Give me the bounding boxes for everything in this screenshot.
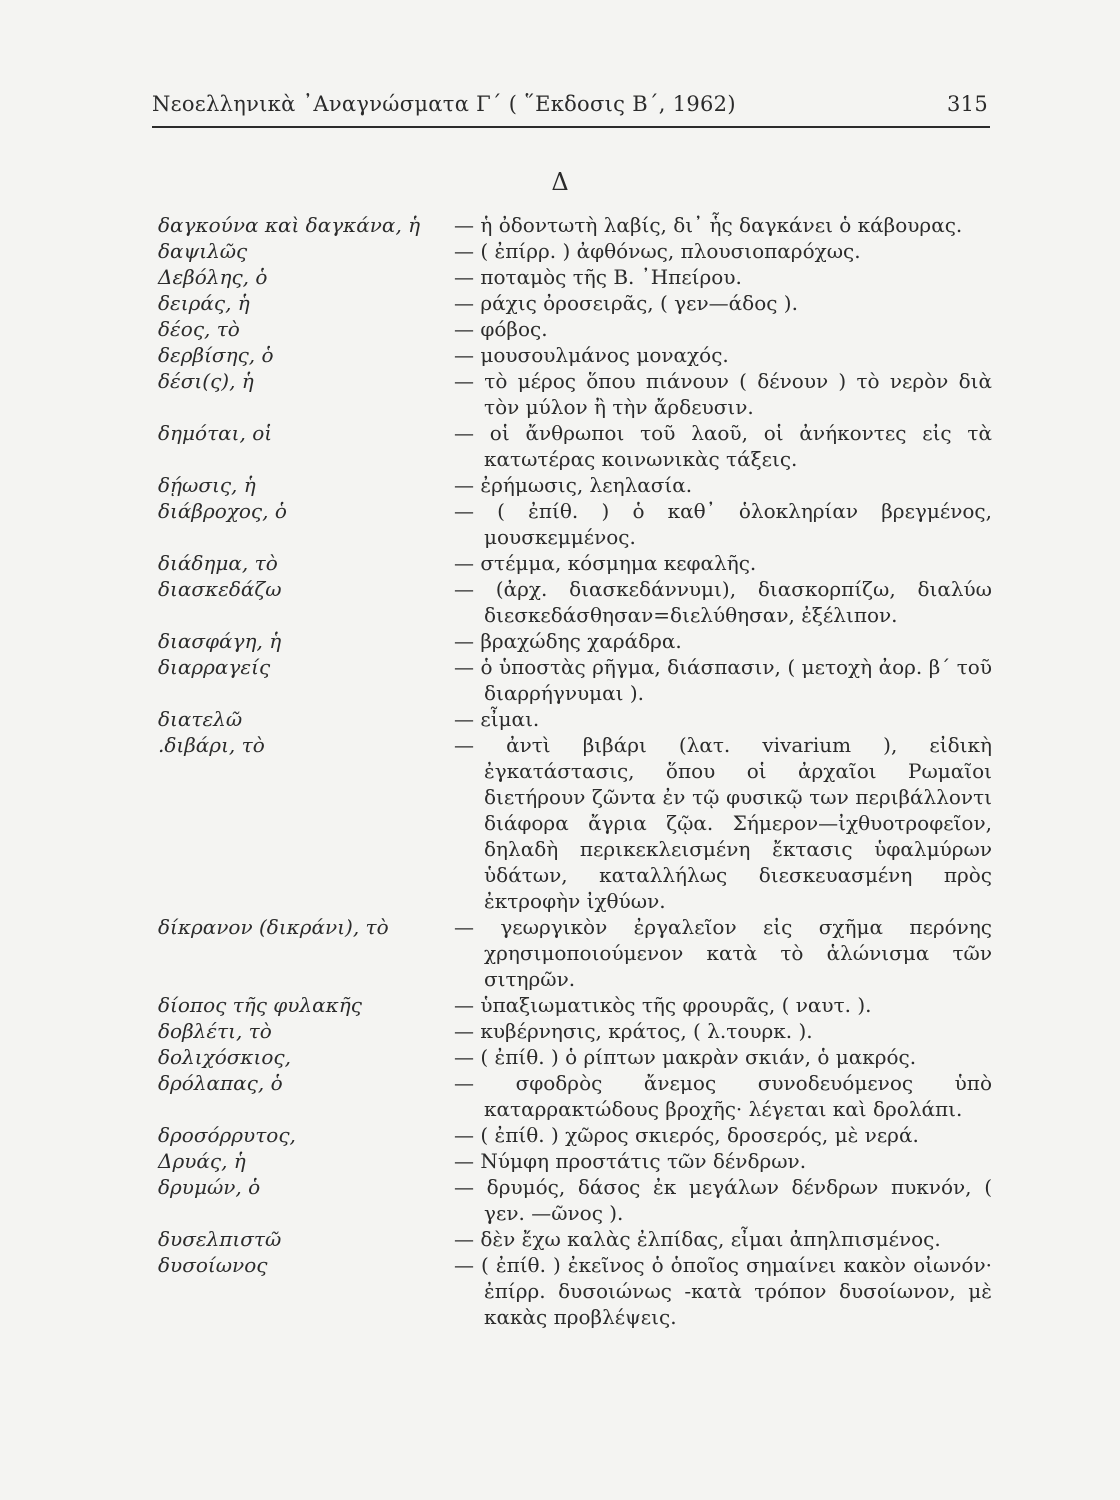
entry-headword: δρυμών, ὁ <box>158 1175 261 1199</box>
entry-definition: — ποταμὸς τῆς Β. ᾿Ηπείρου. <box>454 265 742 289</box>
entry-headword: δημόται, οἱ <box>158 421 273 445</box>
entry-headword: δρόλαπας, ὁ <box>158 1071 283 1095</box>
glossary-entry <box>152 238 992 264</box>
glossary-entry <box>152 264 992 290</box>
entry-definition: — σφοδρὸς ἄνεμος συνοδευόμενος ὑπὸ καταρρακτώδους βροχῆς· λέγεται καὶ δρολάπι. <box>454 1071 992 1121</box>
glossary-entry <box>152 550 992 576</box>
entry-headword: διασκεδάζω <box>158 577 282 601</box>
entry-definition: — εἶμαι. <box>454 707 540 731</box>
glossary-entry <box>152 342 992 368</box>
entry-definition: — βραχώδης χαράδρα. <box>454 629 682 653</box>
entry-definition: — ὑπαξιωματικὸς τῆς φρουρᾶς, ( ναυτ. ). <box>454 993 872 1017</box>
glossary-entry <box>152 732 992 914</box>
book-title: Νεοελληνικὰ ᾿Αναγνώσματα Γ΄ ( ῞Εκδοσις Β΄, 1962) <box>152 92 736 116</box>
glossary-entry <box>152 212 992 238</box>
glossary-entry <box>152 1122 992 1148</box>
entry-definition: — ὁ ὑποστὰς ρῆγμα, διάσπασιν, ( μετοχὴ ἀορ. β΄ τοῦ διαρρήγνυμαι ). <box>454 655 992 705</box>
entry-headword: διαρραγείς <box>158 655 271 679</box>
entry-definition: — ράχις ὀροσειρᾶς, ( γεν—άδος ). <box>454 291 798 315</box>
glossary-entry <box>152 576 992 628</box>
glossary-entry <box>152 420 992 472</box>
page-number: 315 <box>947 92 988 116</box>
entry-headword: δερβίσης, ὁ <box>158 343 274 367</box>
glossary-entry <box>152 1252 992 1330</box>
glossary-entry <box>152 1148 992 1174</box>
entry-definition: — ( ἐπίθ. ) ὁ ρίπτων μακρὰν σκιάν, ὁ μακρός. <box>454 1045 917 1069</box>
entry-definition: — φόβος. <box>454 317 548 341</box>
entry-definition: — τὸ μέρος ὅπου πιάνουν ( δένουν ) τὸ νερὸν διὰ τὸν μύλον ἢ τὴν ἄρδευσιν. <box>454 369 992 419</box>
entry-headword: διάβροχος, ὁ <box>158 499 287 523</box>
entry-headword: δίοπος τῆς φυλακῆς <box>158 993 362 1017</box>
entry-headword: δροσόρρυτος, <box>158 1123 296 1147</box>
entry-headword: διατελῶ <box>158 707 243 731</box>
glossary-entry <box>152 498 992 550</box>
entry-definition: — μουσουλμάνος μοναχός. <box>454 343 729 367</box>
page-header <box>152 92 990 124</box>
entry-definition: — δὲν ἔχω καλὰς ἐλπίδας, εἶμαι ἀπηλπισμένος. <box>454 1227 941 1251</box>
glossary-entry <box>152 992 992 1018</box>
entry-definition: — ( ἐπίρρ. ) ἀφθόνως, πλουσιοπαρόχως. <box>454 239 861 263</box>
glossary-entry <box>152 706 992 732</box>
entry-headword: δέσι(ς), ἡ <box>158 369 254 393</box>
glossary-entry <box>152 914 992 992</box>
glossary-entry <box>152 1070 992 1122</box>
entry-definition: — ἐρήμωσις, λεηλασία. <box>454 473 693 497</box>
entry-definition: — δρυμός, δάσος ἐκ μεγάλων δένδρων πυκνόν, ( γεν. —ῶνος ). <box>454 1175 992 1225</box>
entry-definition: — (ἀρχ. διασκεδάννυμι), διασκορπίζω, διαλύω διεσκεδάσθησαν=διελύθησαν, ἐξέλιπον. <box>454 577 992 627</box>
entry-headword: δυσελπιστῶ <box>158 1227 282 1251</box>
entry-definition: — ( ἐπίθ. ) ὁ καθ᾿ ὁλοκληρίαν βρεγμένος, μουσκεμμένος. <box>454 499 992 549</box>
entry-headword: διάδημα, τὸ <box>158 551 278 575</box>
entry-headword: Δρυάς, ἡ <box>158 1149 246 1173</box>
glossary-entry <box>152 1174 992 1226</box>
entry-definition: — γεωργικὸν ἐργαλεῖον εἰς σχῆμα περόνης χρησιμοποιούμενον κατὰ τὸ ἁλώνισμα τῶν σιτηρῶν. <box>454 915 992 991</box>
section-letter: Δ <box>551 168 569 196</box>
glossary-entry <box>152 1226 992 1252</box>
entry-headword: δέος, τὸ <box>158 317 240 341</box>
glossary-entry <box>152 1018 992 1044</box>
entry-headword: δῄωσις, ἡ <box>158 473 256 497</box>
glossary-entry <box>152 628 992 654</box>
entry-headword: διασφάγη, ἡ <box>158 629 282 653</box>
entry-definition: — στέμμα, κόσμημα κεφαλῆς. <box>454 551 757 575</box>
entry-headword: δειράς, ἡ <box>158 291 250 315</box>
entry-headword: δολιχόσκιος, <box>158 1045 291 1069</box>
glossary-entry <box>152 654 992 706</box>
glossary-entry <box>152 368 992 420</box>
entry-headword: δαψιλῶς <box>158 239 248 263</box>
entry-definition: — ( ἐπίθ. ) ἐκεῖνος ὁ ὁποῖος σημαίνει κακὸν οἰωνόν· ἐπίρρ. δυσοιώνως -κατὰ τρόπον δυσοίωνον, μὲ κακὰς προβλέψεις. <box>454 1253 992 1329</box>
entry-headword: δοβλέτι, τὸ <box>158 1019 272 1043</box>
entry-headword: δυσοίωνος <box>158 1253 268 1277</box>
header-rule <box>152 126 990 128</box>
entry-definition: — ἡ ὀδοντωτὴ λαβίς, δι᾿ ἧς δαγκάνει ὁ κάβουρας. <box>454 213 963 237</box>
glossary-entry <box>152 290 992 316</box>
entry-definition: — οἱ ἄνθρωποι τοῦ λαοῦ, οἱ ἀνήκοντες εἰς τὰ κατωτέρας κοινωνικὰς τάξεις. <box>454 421 992 471</box>
glossary-entry <box>152 316 992 342</box>
entry-definition: — ( ἐπίθ. ) χῶρος σκιερός, δροσερός, μὲ νερά. <box>454 1123 919 1147</box>
entry-headword: Δεβόλης, ὁ <box>158 265 268 289</box>
entry-headword: δαγκούνα καὶ δαγκάνα, ἡ <box>158 213 421 237</box>
glossary-entry <box>152 472 992 498</box>
entry-headword: .διβάρι, τὸ <box>158 733 265 757</box>
entry-definition: — ἀντὶ βιβάρι (λατ. vivarium ), εἰδικὴ ἐγκατάστασις, ὅπου οἱ ἀρχαῖοι Ρωμαῖοι διετήρουν ζῶντα ἐν τῷ φυσικῷ των περιβάλλοντι διάφορα ἄγρια ζῷα. Σήμερον—ἰχθυοτροφεῖον, δηλαδὴ περικεκλεισμένη ἔκτασις ὑφαλμύρων ὑδάτων, καταλλήλως διεσκευασμένη πρὸς ἐκτροφὴν ἰχθύων. <box>454 733 992 913</box>
entry-headword: δίκρανον (δικράνι), τὸ <box>158 915 389 939</box>
entry-definition: — κυβέρνησις, κράτος, ( λ.τουρκ. ). <box>454 1019 813 1043</box>
glossary-entry <box>152 1044 992 1070</box>
entry-definition: — Νύμφη προστάτις τῶν δένδρων. <box>454 1149 807 1173</box>
glossary-entries <box>152 212 992 1330</box>
